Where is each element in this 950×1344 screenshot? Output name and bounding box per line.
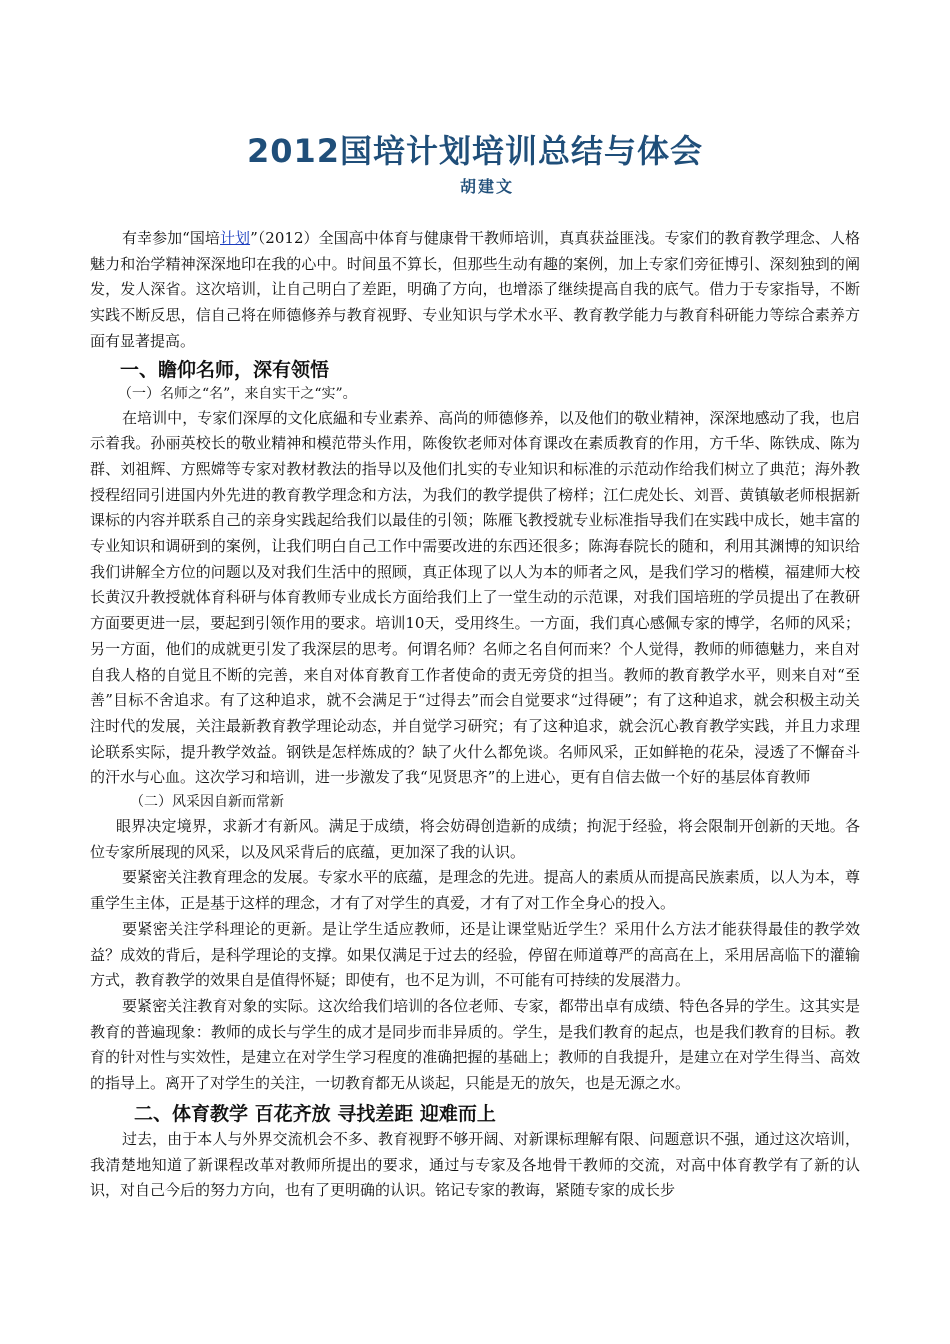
section-1-subheading-1: （一）名师之“名”，来自实干之“实”。 (118, 385, 357, 402)
section-2-heading: 二、体育教学 百花齐放 寻找差距 迎难而上 (134, 1102, 496, 1125)
section-1-paragraph-5: 要紧密关注教育对象的实际。这次给我们培训的各位老师、专家，都带出卓有成绩、特色各异的学生。这其实是教育的普遍现象：教师的成长与学生的成才是同步而非异质的。学生，是我们教育的起点，也是我们教育的目标。教育的针对性与实效性，是建立在对学生学习程度的准确把握的基础上；教师的自我提升，是建立在对学生得当、高效的指导上。离开了对学生的关注，一切教育都无从谈起，只能是无的放矢，也是无源之水。 (90, 996, 860, 1093)
section-1-paragraph-4: 要紧密关注学科理论的更新。是让学生适应教师，还是让课堂贴近学生？采用什么方法才能获得最佳的教学效益？成效的背后，是科学理论的支撑。如果仅满足于过去的经验，停留在师道尊严的高高在上，采用居高临下的灌输方式，教育教学的效果自是值得怀疑；即使有，也不足为训，不可能有可持续的发展潜力。 (90, 919, 860, 990)
document-title: 2012国培计划培训总结与体会 (246, 132, 704, 170)
section-1-paragraph-2: 眼界决定境界，求新才有新风。满足于成绩，将会妨碍创造新的成绩；拘泥于经验，将会限制开创新的天地。各位专家所展现的风采，以及风采背后的底蕴，更加深了我的认识。 (90, 817, 860, 861)
section-1-paragraph-1: 在培训中，专家们深厚的文化底緼和专业素养、高尚的师德修养，以及他们的敬业精神，深深地感动了我，也启示着我。孙丽英校长的敬业精神和模范带头作用，陈俊钦老师对体育课改在素质教育的作用，方千华、陈铁成、陈为群、刘祖辉、方熙嫦等专家对教材教法的指导以及他们扎实的专业知识和标准的示范动作给我们树立了典范；海外教授程绍同引进国内外先进的教育教学理念和方法，为我们的教学提供了榜样；江仁虎处长、刘晋、黄镇敏老师根据新课标的内容并联系自己的亲身实践起给我们以最佳的引领；陈雁飞教授就专业标准指导我们在实践中成长，她丰富的专业知识和调研到的案例，让我们明白自己工作中需要改进的东西还很多；陈海春院长的随和，利用其渊博的知识给我们讲解全方位的问题以及对我们生活中的照顾，真正体现了以人为本的师者之风，是我们学习的楷模，福建师大校长黄汉升教授就体育科研与体育教师专业成长方面给我们上了一堂生动的示范课，对我们国培班的学员提出了在教研方面要更进一层，要起到引领作用的要求。培训10天，受用终生。一方面，我们真心感佩专家的博学，名师的风采；另一方面，他们的成就更引发了我深层的思考。何谓名师？名师之名自何而来？个人觉得，教师的师德魅力，来自对自我人格的自觉且不断的完善，来自对体育教育工作者使命的责无旁贷的担当。教师的教育教学水平，则来自对“至善”目标不舍追求。有了这种追求，就不会满足于“过得去”而会自觉要求“过得硬”；有了这种追求，就会积极主动关注时代的发展，关注最新教育教学理论动态，并自觉学习研究；有了这种追求，就会沉心教育教学实践，并且力求理论联系实际，提升教学效益。钢铁是怎样炼成的？缺了火什么都免谈。名师风采，正如鲜艳的花朵，浸透了不懈奋斗的汗水与心血。这次学习和培训，进一步激发了我“见贤思齐”的上进心，更有自信去做一个好的基层体育教师 (90, 408, 860, 787)
document-body (90, 226, 860, 1204)
intro-paragraph (90, 226, 860, 355)
section-1-paragraph-3: 要紧密关注教育理念的发展。专家水平的底蕴，是理念的先进。提高人的素质从而提高民族素质，以人为本，尊重学生主体，正是基于这样的理念，才有了对学生的真爱，才有了对工作全身心的投入。 (90, 868, 860, 913)
intro-text-before-link: 有幸参加“国培 (122, 229, 220, 247)
section-1-subheading-2: （二）风采因自新而常新 (130, 794, 284, 811)
intro-text-after-link: ”（2012）全国高中体育与健康骨干教师培训，真真获益匪浅。专家们的教育教学理念、人格魅力和治学精神深深地印在我的心中。时间虽不算长，但那些生动有趣的案例，加上专家们旁征博引、深刻独到的阐发，发人深省。这次培训，让自己明白了差距，明确了方向，也增添了继续提高自我的底气。借力于专家指导，不断实践不断反思，信自己将在师德修养与教育视野、专业知识与学术水平、教育教学能力与教育科研能力等综合素养方面有显著提高。 (90, 229, 860, 350)
plan-link[interactable]: 计划 (219, 229, 251, 247)
section-2-paragraph-1: 过去，由于本人与外界交流机会不多、教育视野不够开阔、对新课标理解有限、问题意识不强，通过这次培训，我清楚地知道了新课程改革对教师所提出的要求，通过与专家及各地骨干教师的交流，对高中体育教学有了新的认识，对自己今后的努力方向，也有了更明确的认识。铭记专家的教诲，紧随专家的成长步 (90, 1129, 860, 1200)
author-name: 胡建文 (459, 177, 514, 196)
section-1-heading: 一、瞻仰名师，深有领悟 (120, 358, 330, 381)
